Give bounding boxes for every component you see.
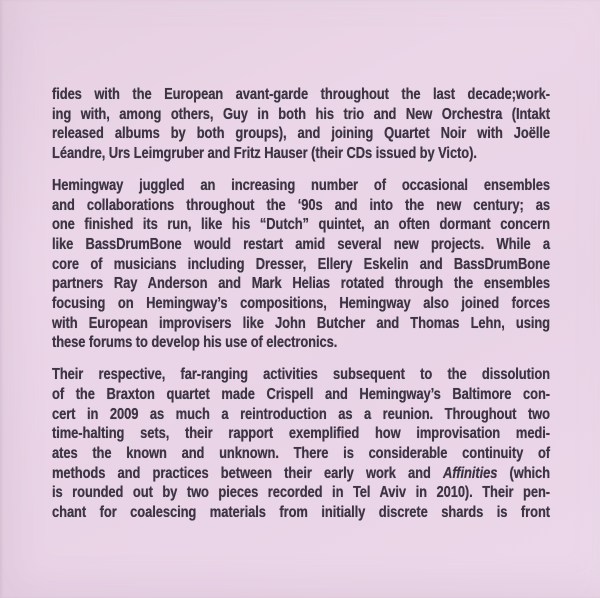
text-segment: and collaborations throughout the ‘90s and into the new century; as	[52, 196, 550, 214]
text-line	[52, 314, 550, 334]
text-line	[52, 144, 550, 164]
text-segment: Hemingway juggled an increasing number of occasional ensembles	[52, 176, 550, 194]
liner-notes-text	[52, 85, 550, 535]
text-line	[52, 483, 550, 503]
text-segment: chant for coalescing materials from initially discrete shards is front	[52, 504, 550, 522]
text-line	[52, 274, 550, 294]
text-segment: focusing on Hemingway’s compositions, Hemingway also joined forces	[52, 295, 550, 313]
text-line	[52, 105, 550, 125]
paragraph	[52, 85, 550, 164]
text-line	[52, 365, 550, 385]
text-line	[52, 196, 550, 216]
paragraph	[52, 365, 550, 523]
text-segment: is rounded out by two pieces recorded in Tel Aviv in 2010). Their pen-	[52, 484, 550, 502]
text-line	[52, 235, 550, 255]
text-segment: of the Braxton quartet made Crispell and Hemingway’s Baltimore con-	[52, 385, 550, 403]
paragraph	[52, 176, 550, 353]
italic-text: Affinities	[443, 464, 498, 482]
text-segment: released albums by both groups), and joining Quartet Noir with Joëlle	[52, 125, 550, 143]
text-line	[52, 405, 550, 425]
text-segment: (which	[497, 464, 550, 482]
text-line	[52, 424, 550, 444]
text-segment: Léandre, Urs Leimgruber and Fritz Hauser (their CDs issued by Victo).	[52, 145, 477, 163]
text-segment: Their respective, far-ranging activities subsequent to the dissolution	[52, 366, 550, 384]
text-segment: these forums to develop his use of electronics.	[52, 334, 338, 352]
text-line	[52, 503, 550, 523]
text-segment: core of musicians including Dresser, Ellery Eskelin and BassDrumBone	[52, 255, 550, 273]
text-line	[52, 464, 550, 484]
text-segment: fides with the European avant-garde throughout the last decade;work-	[52, 86, 550, 103]
text-segment: ing with, among others, Guy in both his trio and New Orchestra (Intakt	[52, 105, 550, 123]
text-segment: partners Ray Anderson and Mark Helias rotated through the ensembles	[52, 275, 550, 293]
text-segment: one finished its run, like his “Dutch” quintet, an often dormant concern	[52, 216, 550, 234]
text-segment: cert in 2009 as much a reintroduction as a reunion. Throughout two	[52, 405, 550, 423]
text-line	[52, 85, 550, 105]
text-line	[52, 176, 550, 196]
text-line	[52, 385, 550, 405]
text-line	[52, 215, 550, 235]
text-line	[52, 124, 550, 144]
text-line	[52, 333, 550, 353]
text-segment: methods and practices between their early work and	[52, 464, 444, 482]
text-segment: time-halting sets, their rapport exemplified how improvisation medi-	[52, 425, 550, 443]
text-segment: like BassDrumBone would restart amid several new projects. While a	[52, 235, 550, 253]
text-line	[52, 444, 550, 464]
text-segment: ates the known and unknown. There is considerable continuity of	[52, 444, 550, 462]
text-line	[52, 255, 550, 275]
text-line	[52, 294, 550, 314]
text-segment: with European improvisers like John Butcher and Thomas Lehn, using	[52, 314, 550, 332]
